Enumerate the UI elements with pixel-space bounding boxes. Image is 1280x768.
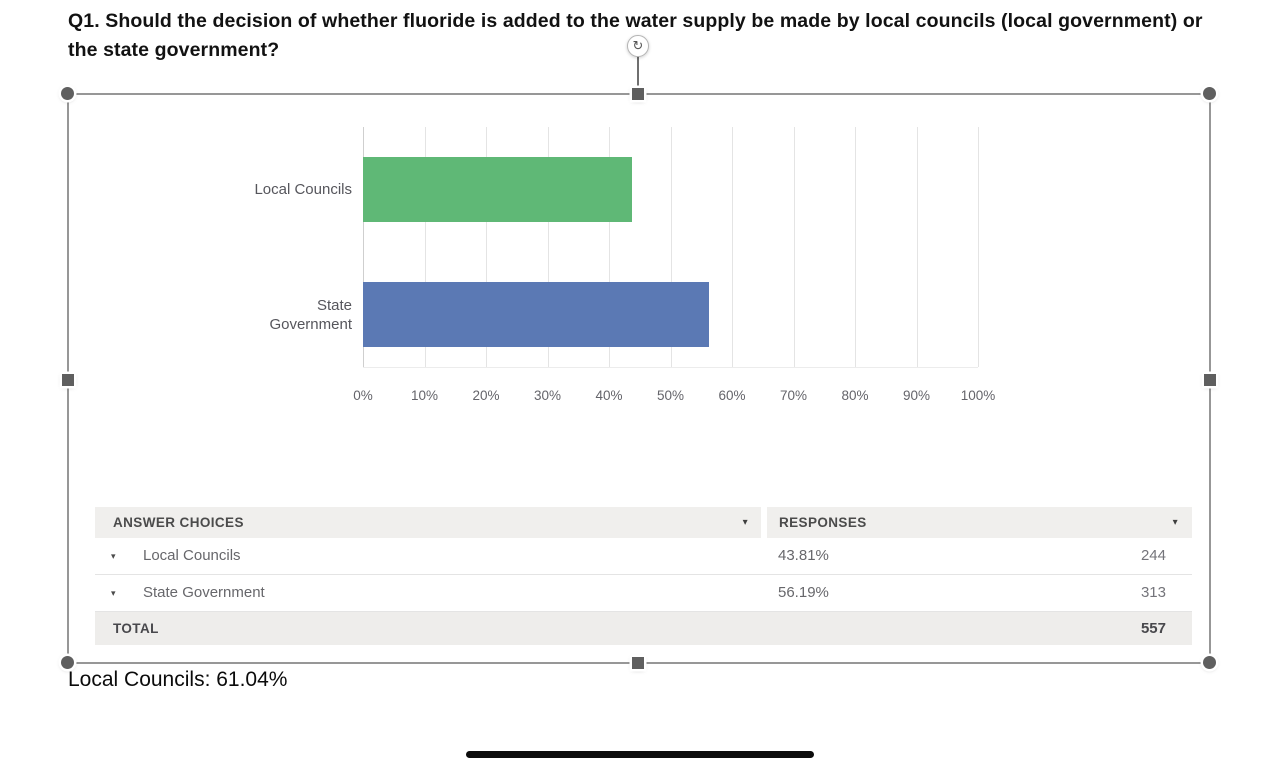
rotate-handle[interactable] <box>627 35 649 57</box>
row-expand-caret-icon[interactable]: ▾ <box>111 589 116 599</box>
answer-choices-label: ANSWER CHOICES <box>113 515 244 530</box>
bar-local-councils <box>363 157 632 222</box>
x-tick-label: 70% <box>779 388 808 403</box>
gridline <box>978 127 979 367</box>
x-tick-label: 0% <box>353 388 373 403</box>
answer-choices-dropdown-icon[interactable]: ▾ <box>742 516 748 528</box>
row-percent-value: 43.81% <box>778 547 829 564</box>
question-title: Q1. Should the decision of whether fluoride is added to the water supply be made by local councils (local government) or the state government? <box>68 10 1203 61</box>
bar-state-government <box>363 282 709 347</box>
total-label: TOTAL <box>113 621 159 636</box>
resize-handle-top-center[interactable] <box>632 88 644 100</box>
x-tick-label: 10% <box>410 388 439 403</box>
divider-bar <box>466 751 814 758</box>
row-count-value: 244 <box>1140 547 1166 564</box>
x-tick-label: 30% <box>533 388 562 403</box>
row-choice-label: State Government <box>143 584 265 601</box>
table-header-row <box>95 507 1192 538</box>
row-percent-value: 56.19% <box>778 584 829 601</box>
responses-dropdown-icon[interactable]: ▾ <box>1172 516 1178 528</box>
header-answer-choices[interactable] <box>95 507 761 538</box>
table-row-state-government <box>95 575 1192 612</box>
resize-handle-bottom-center[interactable] <box>632 657 644 669</box>
gridline <box>732 127 733 367</box>
x-tick-label: 80% <box>841 388 869 403</box>
category-label-local-councils: Local Councils <box>254 181 352 198</box>
gridline <box>794 127 795 367</box>
responses-label: RESPONSES <box>779 515 867 530</box>
total-value: 557 <box>1140 620 1166 637</box>
row-choice-label: Local Councils <box>143 547 241 564</box>
gridline <box>917 127 918 367</box>
table-total-row <box>95 612 1192 645</box>
resize-handle-left-center[interactable] <box>62 374 74 386</box>
rotate-icon: ↻ <box>632 38 644 54</box>
resize-handle-bottom-left[interactable] <box>61 656 74 669</box>
resize-handle-bottom-right[interactable] <box>1203 656 1216 669</box>
table-row-local-councils <box>95 538 1192 575</box>
row-expand-caret-icon[interactable]: ▾ <box>111 552 116 562</box>
row-count-value: 313 <box>1140 584 1166 601</box>
x-tick-label: 100% <box>960 388 996 403</box>
resize-handle-top-right[interactable] <box>1203 87 1216 100</box>
resize-handle-top-left[interactable] <box>61 87 74 100</box>
resize-handle-right-center[interactable] <box>1204 374 1216 386</box>
category-label-state-government: State Government <box>269 296 352 333</box>
x-tick-label: 60% <box>718 388 746 403</box>
note-text: Local Councils: 61.04% <box>68 668 288 691</box>
gridline <box>855 127 856 367</box>
x-tick-label: 20% <box>472 388 500 403</box>
x-tick-label: 40% <box>595 388 623 403</box>
x-tick-label: 90% <box>902 388 931 403</box>
header-responses[interactable] <box>767 507 1192 538</box>
x-axis-ticks <box>353 388 996 406</box>
plot-area <box>363 127 978 368</box>
x-tick-label: 50% <box>656 388 685 403</box>
results-table <box>95 507 1192 645</box>
